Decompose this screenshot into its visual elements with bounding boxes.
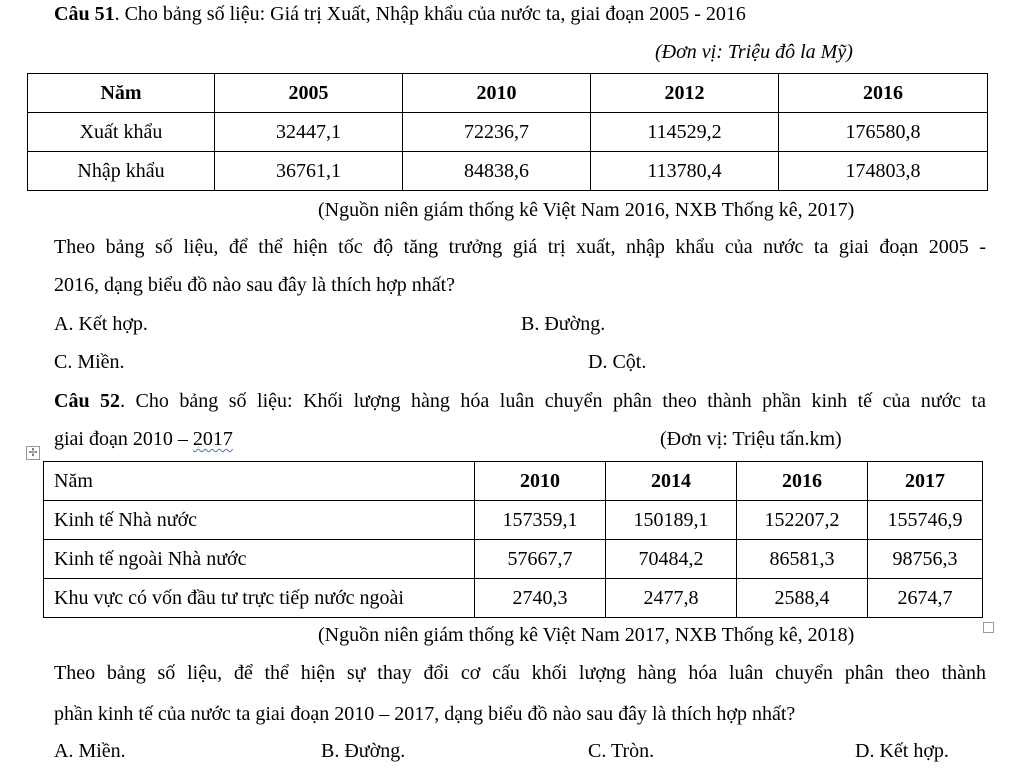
table-resize-handle-icon[interactable] bbox=[983, 622, 994, 633]
q51-table bbox=[27, 73, 988, 191]
table-cell: 2588,4 bbox=[737, 579, 868, 618]
q51-option-a: A. Kết hợp. bbox=[54, 313, 148, 335]
table-cell: Kinh tế ngoài Nhà nước bbox=[44, 540, 475, 579]
table-row bbox=[44, 579, 983, 618]
table-cell: Khu vực có vốn đầu tư trực tiếp nước ngoài bbox=[44, 579, 475, 618]
q51-unit: (Đơn vị: Triệu đô la Mỹ) bbox=[655, 41, 853, 63]
q52-intro-prefix: giai đoạn 2010 – bbox=[54, 428, 193, 450]
table-header-cell: 2016 bbox=[779, 74, 988, 113]
table-cell: 98756,3 bbox=[868, 540, 983, 579]
q52-option-d: D. Kết hợp. bbox=[855, 740, 949, 762]
q51-title bbox=[54, 2, 746, 26]
table-row bbox=[28, 113, 988, 152]
table-cell: 70484,2 bbox=[606, 540, 737, 579]
table-header-row bbox=[28, 74, 988, 113]
table-row bbox=[28, 152, 988, 191]
table-cell: 150189,1 bbox=[606, 501, 737, 540]
table-cell: 32447,1 bbox=[215, 113, 403, 152]
q51-option-c: C. Miền. bbox=[54, 351, 125, 373]
q52-intro-line2 bbox=[54, 427, 233, 451]
q51-number: Câu 51 bbox=[54, 3, 115, 25]
q51-option-d: D. Cột. bbox=[588, 351, 647, 373]
q52-option-a: A. Miền. bbox=[54, 740, 126, 762]
q51-option-b: B. Đường. bbox=[521, 313, 606, 335]
table-header-cell: Năm bbox=[28, 74, 215, 113]
table-cell: 157359,1 bbox=[475, 501, 606, 540]
table-cell: 84838,6 bbox=[403, 152, 591, 191]
table-cell: Nhập khẩu bbox=[28, 152, 215, 191]
q52-intro-year: 2017 bbox=[192, 428, 233, 450]
table-header-cell: 2017 bbox=[868, 462, 983, 501]
table-cell: Kinh tế Nhà nước bbox=[44, 501, 475, 540]
table-header-row bbox=[44, 462, 983, 501]
table-header-cell: 2012 bbox=[591, 74, 779, 113]
table-header-cell: 2016 bbox=[737, 462, 868, 501]
table-header-cell: 2010 bbox=[475, 462, 606, 501]
q52-question-line1: Theo bảng số liệu, để thể hiện sự thay đổi cơ cấu khối lượng hàng hóa luân chuyển phân theo thành bbox=[54, 662, 986, 684]
table-header-cell: 2014 bbox=[606, 462, 737, 501]
table-header-cell: 2005 bbox=[215, 74, 403, 113]
q52-intro-line1: . Cho bảng số liệu: Khối lượng hàng hóa luân chuyển phân theo thành phần kinh tế của nước ta bbox=[120, 390, 986, 412]
q51-question-line2: 2016, dạng biểu đồ nào sau đây là thích hợp nhất? bbox=[54, 274, 456, 296]
table-cell: 57667,7 bbox=[475, 540, 606, 579]
q52-question-line2: phần kinh tế của nước ta giai đoạn 2010 – 2017, dạng biểu đồ nào sau đây là thích hợp nhất? bbox=[54, 703, 796, 725]
q52-option-b: B. Đường. bbox=[321, 740, 406, 762]
q52-title bbox=[54, 389, 986, 413]
table-cell: 113780,4 bbox=[591, 152, 779, 191]
q52-number: Câu 52 bbox=[54, 390, 121, 412]
table-cell: 155746,9 bbox=[868, 501, 983, 540]
q52-option-c: C. Tròn. bbox=[588, 740, 655, 762]
table-cell: 86581,3 bbox=[737, 540, 868, 579]
table-move-handle-icon[interactable]: ✢ bbox=[26, 446, 40, 460]
table-row bbox=[44, 540, 983, 579]
table-cell: 36761,1 bbox=[215, 152, 403, 191]
table-header-cell: 2010 bbox=[403, 74, 591, 113]
q51-intro: . Cho bảng số liệu: Giá trị Xuất, Nhập khẩu của nước ta, giai đoạn 2005 - 2016 bbox=[114, 3, 746, 25]
table-header-cell: Năm bbox=[44, 462, 475, 501]
q51-question-line1: Theo bảng số liệu, để thể hiện tốc độ tăng trưởng giá trị xuất, nhập khẩu của nước ta giai đoạn 2005 - bbox=[54, 236, 986, 258]
q52-source: (Nguồn niên giám thống kê Việt Nam 2017, NXB Thống kê, 2018) bbox=[318, 624, 855, 646]
q52-unit: (Đơn vị: Triệu tấn.km) bbox=[660, 428, 842, 450]
table-cell: 72236,7 bbox=[403, 113, 591, 152]
table-cell: 2740,3 bbox=[475, 579, 606, 618]
table-cell: Xuất khẩu bbox=[28, 113, 215, 152]
q52-table bbox=[43, 461, 983, 618]
table-cell: 176580,8 bbox=[779, 113, 988, 152]
table-cell: 2674,7 bbox=[868, 579, 983, 618]
table-cell: 2477,8 bbox=[606, 579, 737, 618]
table-row bbox=[44, 501, 983, 540]
table-cell: 174803,8 bbox=[779, 152, 988, 191]
q51-source: (Nguồn niên giám thống kê Việt Nam 2016, NXB Thống kê, 2017) bbox=[318, 199, 855, 221]
table-cell: 152207,2 bbox=[737, 501, 868, 540]
table-cell: 114529,2 bbox=[591, 113, 779, 152]
